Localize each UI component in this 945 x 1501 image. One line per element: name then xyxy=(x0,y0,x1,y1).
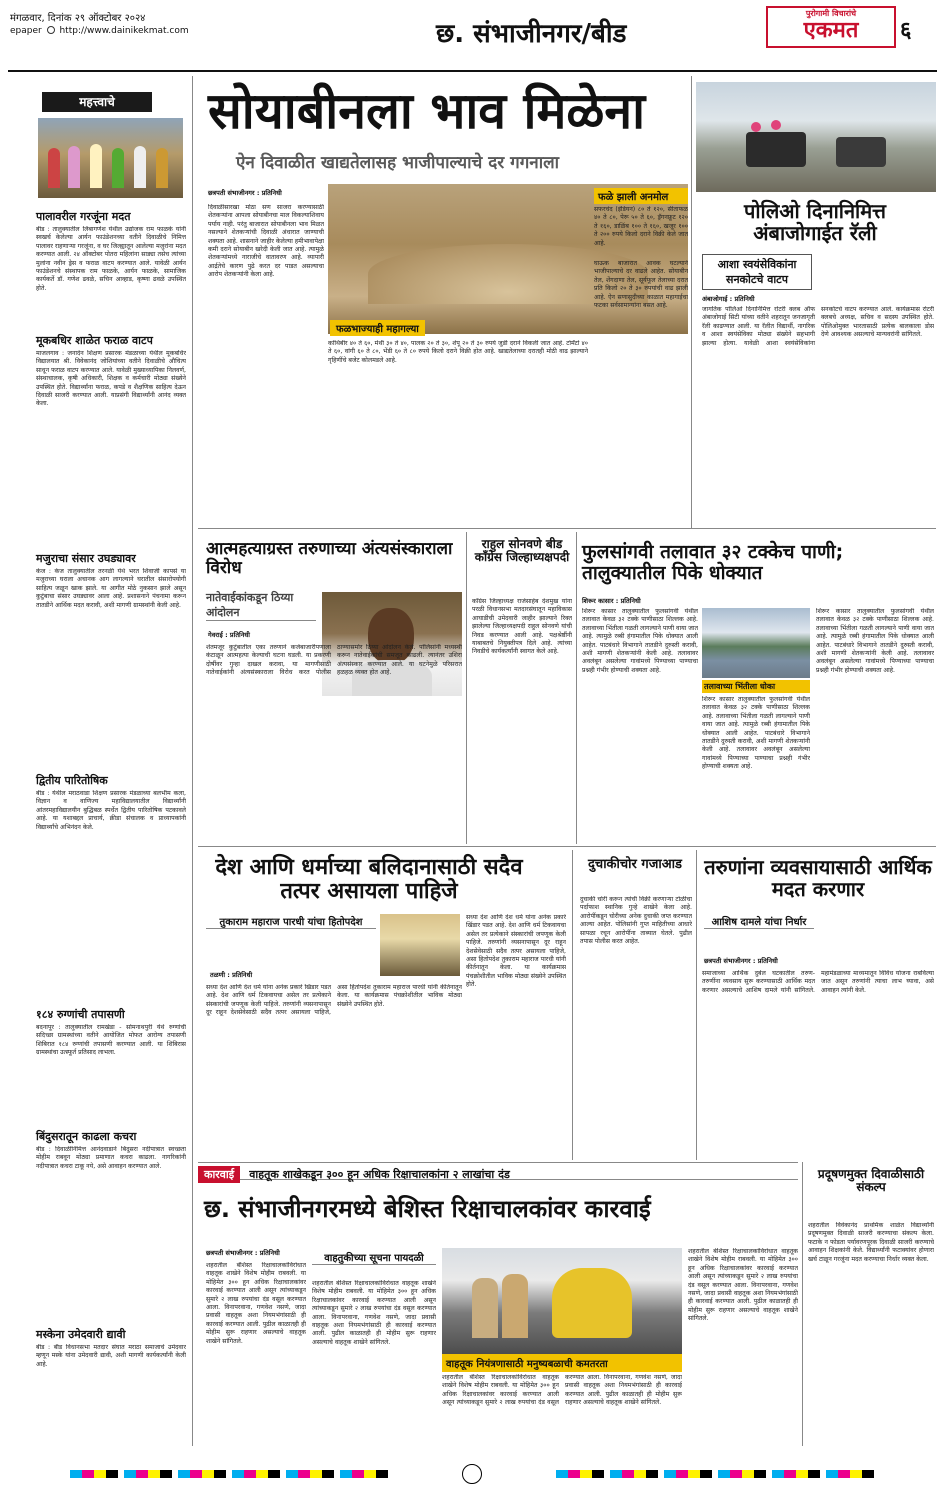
main-body-1: दिवाळीसारखा मोठा सण साजरा करण्यासाठी शेतकऱ्यांना आपला सोयाबीनचा माल विकल्याशिवाय पर्याय नाही. परंतु बाजारात सोयाबीनला भाव मिळत नसल्याने शेतकऱ्यांची दिवाळी अंधारात जाण्याची शक्यता आहे. शासनाने जाहीर केलेल्या हमीभावापेक्षा कमी दराने सोयाबीन खरेदी केली जात आहे. त्यामुळे शेतकऱ्यांमध्ये नाराजीचे वातावरण आहे. व्यापारी आर्द्रतेचे कारण पुढे करत दर पाडत असल्याचा आरोप शेतकऱ्यांनी केला आहे. xyxy=(208,204,324,279)
sidebar-item-2-head: मजुराचा संसार उघड्यावर xyxy=(36,552,136,565)
section-title: छ. संभाजीनगर/बीड xyxy=(436,19,627,49)
sidebar-item-6-body: बीड : बीड विधानसभा मतदार संघात मराठा समाजाचे उमेदवार म्हणून मस्के यांना उमेदवारी द्यावी, अशी मागणी कार्यकर्त्यांनी केली आहे. xyxy=(36,1344,186,1368)
nation-photo xyxy=(380,914,460,976)
action-strip-label: कारवाई xyxy=(198,1166,240,1183)
sidebar-item-1-head: मूकबधिर शाळेत फराळ वाटप xyxy=(36,334,153,347)
main-body-3: घाऊक बाजारात आवक घटल्याने भाजीपाल्याचे दर वाढले आहेत. सोयाबीन तेल, शेंगदाणा तेल, सूर्यफूल तेलाच्या दरात प्रति किलो २० ते ३० रुपयांची वाढ झाली आहे. ऐन सणासुदीच्या काळात महागाईचा फटका सर्वसामान्यांना बसत आहे. xyxy=(594,260,688,310)
diwali-body: शहरातील विवेकानंद प्राथमिक शाळेत विद्यार्थ्यांनी प्रदूषणमुक्त दिवाळी साजरी करण्याचा संकल्प केला. फटाके न फोडता पर्यावरणपूरक दिवाळी साजरी करण्याचे आवाहन शिक्षकांनी केले. विद्यार्थ्यांनी फटाक्यांवर होणारा खर्च टाळून गरजूंना मदत करण्याचा निर्धार व्यक्त केला. xyxy=(808,1222,934,1263)
sidebar-item-5-head: बिंदुसरातून काढला कचरा xyxy=(36,1130,137,1143)
nation-divider xyxy=(572,850,573,1160)
lake-byline: शिरूर कासार : प्रतिनिधी xyxy=(582,597,641,605)
rickshaw-photo xyxy=(442,1248,682,1356)
print-color-bar-left xyxy=(70,1470,390,1478)
main-subhead: ऐन दिवाळीत खाद्यतेलासह भाजीपाल्याचे दर गगनाला xyxy=(236,153,560,173)
sidebar-item-5-body: बीड : दिवाळीनिमित्त आनंदवाडाने बिंदुसरा नदीपात्रात स्वच्छता मोहीम राबवून मोठ्या प्रमाणात कचरा काढला. नागरिकांनी नदीपात्रात कचरा टाकू नये, असे आवाहन करण्यात आले. xyxy=(36,1146,186,1170)
youth-body: समाजाच्या आर्थिक दुर्बल घटकातील तरुण-तरुणींना व्यवसाय सुरू करण्यासाठी आर्थिक मदत करणार असल्याचे आशिष दामले यांनी सांगितले. महामंडळाच्या माध्यमातून विविध योजना राबविल्या जात असून तरुणांनी त्याचा लाभ घ्यावा, असे आवाहन त्यांनी केले. xyxy=(702,970,934,994)
masthead-date: मंगळवार, दिनांक २९ ऑक्टोबर २०२४ xyxy=(10,13,146,24)
fruit-box-title: फळे झाली अनमोल xyxy=(594,188,688,204)
brand-name: एकमत xyxy=(803,18,859,43)
rickshaw-photo-caption: वाहतूक नियंत्रणासाठी मनुष्यबळाची कमतरता xyxy=(442,1354,682,1372)
thief-headline: दुचाकीचोर गजाआड xyxy=(588,857,682,872)
sidebar-divider xyxy=(192,76,193,1446)
sidebar-item-4-body: बदनापूर : तालुक्यातील रामखेडा - सोमनाथपुरी येथे रुग्णांची सदिच्छा ग्रामस्थांच्या वतीने आयोजित मोफत आरोग्य तपासणी शिबिरात १८४ रुग्णांची तपासणी करण्यात आली. या शिबिरास ग्रामस्थांचा उत्स्फूर्त प्रतिसाद लाभला. xyxy=(36,1024,186,1057)
main-photo-caption: फळभाज्याही महागल्या xyxy=(330,320,425,336)
nation-sub: तुकाराम महाराज पारधी यांचा हितोपदेश xyxy=(206,914,376,929)
masthead-rule xyxy=(8,70,937,72)
action-strip xyxy=(198,1162,798,1180)
lake-photo-caption: तलावाच्या भिंतीला धोका xyxy=(702,680,810,693)
nation-headline: देश आणि धर्माच्या बलिदानासाठी सदैव तत्पर असायला पाहिजे xyxy=(215,855,523,905)
sidebar-item-1-body: माजलगाव : जनार्दन शिक्षण प्रसारक मंडळाच्या येथील मूकबधिर विद्यालयात श्री. विवेकानंद जोशियांच्या वतीने दिवाळीचे औचित्य साधून फराळ वाटप करण्यात आले. यावेळी मुख्याध्यापिका निलवर्ण, संस्थाचालक, कृषी अधिकारी, शिक्षक व कर्मचारी मोठ्या संख्येने उपस्थित होते. विद्यार्थ्यांना फराळ, कपडे व शैक्षणिक साहित्य देऊन दिवाळी साजरी करण्यात आली. याप्रसंगी विद्यार्थ्यांनी आनंद व्यक्त केला. xyxy=(36,350,186,408)
rickshaw-body-b: शहरातील बेशिस्त रिक्षाचालकांविरोधात वाहतूक शाखेने विशेष मोहीम राबवली. या मोहिमेत ३०० हून अधिक रिक्षाचालकांवर कारवाई करण्यात आली असून त्यांच्याकडून सुमारे २ लाख रुपयांचा दंड वसूल करण्यात आला. विनापरवाना, गणवेश नसणे, जादा प्रवासी वाहतूक अशा नियमभंगांसाठी ही कारवाई करण्यात आली. पुढील काळातही ही मोहीम सुरू राहणार असल्याचे वाहतूक शाखेने सांगितले. xyxy=(442,1374,682,1407)
sidebar-item-0-body: बीड : तालुक्यातील लिंबागणेश येथील उद्योजक राम फाळके यांनी स्वखर्च केलेल्या आर्यन फाउंडेशनच्या वतीने दिवाळीचे निमित्त पालावर राहणाऱ्या गरजूंना, व घर जिल्ह्यातून आलेल्या मजुरांना मदत करण्यात आली. २४ ऑक्टोबर पोतरा महिलांना साड्या तसेच त्यांच्या मुलांना नवीन ड्रेस व फराळ वाटप करण्यात आले. यावेळी आर्यन फाउंडेशनचे संस्थापक राम फाळके, आर्यन फाळके, सामाजिक कार्यकर्ते डॉ. गणेश ढवळे, सचिन आव्हाड, कृष्णा ढवळे उपस्थित होते. xyxy=(36,226,186,292)
sidebar-photo xyxy=(38,118,183,198)
rickshaw-body-c: शहरातील बेशिस्त रिक्षाचालकांविरोधात वाहतूक शाखेने विशेष मोहीम राबवली. या मोहिमेत ३०० हून अधिक रिक्षाचालकांवर कारवाई करण्यात आली असून त्यांच्याकडून सुमारे २ लाख रुपयांचा दंड वसूल करण्यात आला. विनापरवाना, गणवेश नसणे, जादा प्रवासी वाहतूक अशा नियमभंगांसाठी ही कारवाई करण्यात आली. पुढील काळातही ही मोहीम सुरू राहणार असल्याचे वाहतूक शाखेने सांगितले. xyxy=(688,1248,798,1323)
page-number: ६ xyxy=(900,18,912,43)
lake-photo xyxy=(702,608,810,678)
epaper-label: epaper xyxy=(10,26,42,36)
sidebar-title: महत्त्वाचे xyxy=(42,92,152,112)
rally-body: जागतिक पोलिओ दिनानिमित्त रोटरी क्लब ऑफ अंबाजोगाई सिटी यांच्या वतीने शहरातून जनजागृती रॅली काढण्यात आली. या रॅलीत विद्यार्थी, नागरिक व आशा स्वयंसेविका मोठ्या संख्येने सहभागी झाल्या होत्या. यावेळी आशा स्वयंसेविकांना सनकोटचे वाटप करण्यात आले. कार्यक्रमास रोटरी क्लबचे अध्यक्ष, सचिव व सदस्य उपस्थित होते. पोलिओमुक्त भारतासाठी प्रत्येक बालकाला डोस देणे आवश्यक असल्याचे मान्यवरांनी सांगितले. xyxy=(702,306,934,347)
epaper-url[interactable]: http://www.dainikekmat.com xyxy=(59,26,189,36)
sidebar-item-2-body: केज : केज तालुक्यातील तरनळी येथे भरत शिवाजी कापसे या मजुराच्या घराला अचानक आग लागल्याने घरातील संसारोपयोगी साहित्य जळून खाक झाले. या आगीत मोठे नुकसान झाले असून कुटुंबाचा संसार उघड्यावर आला आहे. प्रशासनाने पंचनामा करून तातडीने आर्थिक मदत करावी, अशी मागणी ग्रामस्थांनी केली आहे. xyxy=(36,568,186,609)
youth-sub: आशिष दामले यांचा निर्धार xyxy=(704,914,814,929)
sidebar-item-3-body: बीड : येथील मराठवाडा शिक्षण प्रसारक मंडळाच्या बलभीम कला, विज्ञान व वाणिज्य महाविद्यालयातील विद्यार्थ्यांनी आंतरमहाविद्यालयीन बुद्धिबळ स्पर्धेत द्वितीय पारितोषिक पटकावले आहे. या यशाबद्दल प्राचार्य, क्रीडा संचालक व प्राध्यापकांनी विद्यार्थ्यांचे अभिनंदन केले. xyxy=(36,790,186,831)
funeral-byline: गेवराई : प्रतिनिधी xyxy=(208,631,250,639)
lead-divider xyxy=(691,76,692,528)
sidebar-item-4-head: १८४ रुग्णांची तपासणी xyxy=(36,1008,125,1021)
diwali-divider xyxy=(802,1162,803,1446)
rickshaw-body-a: शहरातील बेशिस्त रिक्षाचालकांविरोधात वाहतूक शाखेने विशेष मोहीम राबवली. या मोहिमेत ३०० हून अधिक रिक्षाचालकांवर कारवाई करण्यात आली असून त्यांच्याकडून सुमारे २ लाख रुपयांचा दंड वसूल करण्यात आला. विनापरवाना, गणवेश नसणे, जादा प्रवासी वाहतूक अशा नियमभंगांसाठी ही कारवाई करण्यात आली. पुढील काळातही ही मोहीम सुरू राहणार असल्याचे वाहतूक शाखेने सांगितले. xyxy=(206,1262,306,1345)
rickshaw-byline: छत्रपती संभाजीनगर : प्रतिनिधी xyxy=(206,1249,280,1257)
lake-body-a: शिरूर कासार तालुक्यातील फुलसांगवी येथील तलावात केवळ ३२ टक्के पाणीसाठा शिल्लक आहे. तलावाच्या भिंतीला गळती लागल्याने पाणी वाया जात आहे. त्यामुळे रब्बी हंगामातील पिके धोक्यात आली आहेत. पाटबंधारे विभागाने तातडीने दुरुस्ती करावी, अशी मागणी शेतकऱ्यांनी केली आहे. तलावावर अवलंबून असलेल्या गावांमध्ये पिण्याच्या पाण्याचा प्रश्नही गंभीर होण्याची शक्यता आहे. xyxy=(582,608,698,674)
youth-byline: छत्रपती संभाजीनगर : प्रतिनिधी xyxy=(704,957,778,965)
funeral-body: शेतमजूर कुटुंबातील एका तरुणाने कर्जबाजारीपणाला कंटाळून आत्महत्या केल्याची घटना घडली. या प्रकरणी दोषींवर गुन्हा दाखल करावा, या मागणीसाठी नातेवाईकांनी अंत्यसंस्काराला विरोध करत पोलीस ठाण्यासमोर ठिय्या आंदोलन केले. पोलिसांनी मध्यस्थी करून नातेवाईकांची समजूत काढली. त्यानंतर उशिरा अंत्यसंस्कार करण्यात आले. या घटनेमुळे परिसरात हळहळ व्यक्त होत आहे. xyxy=(206,644,462,677)
funeral-headline: आत्महत्याग्रस्त तरुणाच्या अंत्यसंस्काराला विरोध xyxy=(206,539,453,578)
rickshaw-box-body: शहरातील बेशिस्त रिक्षाचालकांविरोधात वाहतूक शाखेने विशेष मोहीम राबवली. या मोहिमेत ३०० हून अधिक रिक्षाचालकांवर कारवाई करण्यात आली असून त्यांच्याकडून सुमारे २ लाख रुपयांचा दंड वसूल करण्यात आला. विनापरवाना, गणवेश नसणे, जादा प्रवासी वाहतूक अशा नियमभंगांसाठी ही कारवाई करण्यात आली. पुढील काळातही ही मोहीम सुरू राहणार असल्याचे वाहतूक शाखेने सांगितले. xyxy=(312,1280,436,1346)
main-body-2: कोथिंबीर ४० ते ६०, मेथी ३० ते ४०, पालक २० ते ३०, शेपू २० ते ३० रुपये जुडी दराने विकली जात आहे. टोमॅटो ४० ते ६०, वांगी ६० ते ८०, भेंडी ६० ते ८० रुपये किलो दराने विक्री होत आहे. खाद्यतेलाच्या दरातही मोठी वाढ झाल्याने गृहिणींचे बजेट कोलमडले आहे. xyxy=(328,340,588,364)
row1-rule xyxy=(198,528,936,529)
rahul-headline: राहुल सोनवणे बीड कॉंग्रेस जिल्हाध्यक्षपदी xyxy=(474,537,570,565)
rahul-body: काँग्रेस जिल्हाध्यक्ष राजेसाहेब देशमुख यांना परळी विधानसभा मतदारसंघातून महाविकास आघाडीची उमेदवारी जाहीर झाल्याने रिक्त झालेल्या जिल्हाध्यक्षपदी राहुल सोनवणे यांची निवड करण्यात आली आहे. पक्षश्रेष्ठींनी याबाबतचे नियुक्तीपत्र दिले आहे. त्यांच्या निवडीचे कार्यकर्त्यांनी स्वागत केले आहे. xyxy=(472,598,572,656)
brand-tagline: पुरोगामी विचारांचे xyxy=(805,9,857,18)
main-byline: छत्रपती संभाजीनगर : प्रतिनिधी xyxy=(208,189,282,197)
brand-logo xyxy=(766,6,896,48)
nation-body-2: सध्या देश आणि देश धर्म यांना अनेक प्रकारे खिंडार पडत आहे. देश आणि धर्म टिकवायचा असेल तर प्रत्येकाने संस्कारांची जपणूक केली पाहिजे. तरुणांनी व्यसनापासून दूर राहून देशसेवेसाठी सदैव तत्पर असायला पाहिजे, असा हितोपदेश तुकाराम महाराज पारधी यांनी कीर्तनातून केला. या कार्यक्रमास पंचक्रोशीतील भाविक मोठ्या संख्येने उपस्थित होते. xyxy=(466,914,566,989)
thief-divider xyxy=(696,850,697,1160)
funeral-sub: नातेवाईकांकडून ठिय्या आंदोलन xyxy=(206,590,316,621)
sidebar-item-3-head: द्वितीय पारितोषिक xyxy=(36,774,108,787)
globe-icon xyxy=(47,26,55,34)
nation-body: सध्या देश आणि देश धर्म यांना अनेक प्रकारे खिंडार पडत आहे. देश आणि धर्म टिकवायचा असेल तर प्रत्येकाने संस्कारांची जपणूक केली पाहिजे. तरुणांनी व्यसनापासून दूर राहून देशसेवेसाठी सदैव तत्पर असायला पाहिजे, असा हितोपदेश तुकाराम महाराज पारधी यांनी कीर्तनातून केला. या कार्यक्रमास पंचक्रोशीतील भाविक मोठ्या संख्येने उपस्थित होते. xyxy=(206,984,462,1017)
registration-mark xyxy=(462,1464,482,1484)
rally-headline: पोलिओ दिनानिमित्त अंबाजोगाईत रॅली xyxy=(743,199,887,245)
rickshaw-box-title: वाहतुकीच्या सूचना पायदळी xyxy=(312,1250,436,1265)
print-color-bar-right xyxy=(556,1470,876,1478)
youth-headline: तरुणांना व्यवसायासाठी आर्थिक मदत करणार xyxy=(704,855,932,901)
lake-body-c: शिरूर कासार तालुक्यातील फुलसांगवी येथील तलावात केवळ ३२ टक्के पाणीसाठा शिल्लक आहे. तलावाच्या भिंतीला गळती लागल्याने पाणी वाया जात आहे. त्यामुळे रब्बी हंगामातील पिके धोक्यात आली आहेत. पाटबंधारे विभागाने तातडीने दुरुस्ती करावी, अशी मागणी शेतकऱ्यांनी केली आहे. तलावावर अवलंबून असलेल्या गावांमध्ये पिण्याच्या पाण्याचा प्रश्नही गंभीर होण्याची शक्यता आहे. xyxy=(816,608,934,674)
lake-body-b: शिरूर कासार तालुक्यातील फुलसांगवी येथील तलावात केवळ ३२ टक्के पाणीसाठा शिल्लक आहे. तलावाच्या भिंतीला गळती लागल्याने पाणी वाया जात आहे. त्यामुळे रब्बी हंगामातील पिके धोक्यात आली आहेत. पाटबंधारे विभागाने तातडीने दुरुस्ती करावी, अशी मागणी शेतकऱ्यांनी केली आहे. तलावावर अवलंबून असलेल्या गावांमध्ये पिण्याच्या पाण्याचा प्रश्नही गंभीर होण्याची शक्यता आहे. xyxy=(702,696,810,771)
action-strip-text: वाहतूक शाखेकडून ३०० हून अधिक रिक्षाचालकांना २ लाखांचा दंड xyxy=(249,1168,510,1181)
rally-sub: आशा स्वयंसेविकांना सनकोटचे वाटप xyxy=(702,254,812,290)
lake-headline: फुलसांगवी तलावात ३२ टक्केच पाणी; तालुक्यातील पिके धोक्यात xyxy=(582,541,844,584)
funeral-divider xyxy=(466,532,467,844)
sidebar-item-6-head: मस्केना उमेदवारी द्यावी xyxy=(36,1328,126,1341)
rahul-divider xyxy=(576,532,577,844)
sidebar-item-0-head: पालावरील गरजूंना मदत xyxy=(36,210,131,223)
thief-body: दुचाकी चोरी करून त्यांची विक्री करणाऱ्या टोळीचा पर्दाफाश स्थानिक गुन्हे शाखेने केला आहे. आरोपींकडून चोरीच्या अनेक दुचाकी जप्त करण्यात आल्या आहेत. पोलिसांनी गुप्त माहितीच्या आधारे सापळा रचून आरोपींना ताब्यात घेतले. पुढील तपास पोलीस करत आहेत. xyxy=(580,896,692,946)
rally-photo xyxy=(696,82,936,192)
rickshaw-headline: छ. संभाजीनगरमध्ये बेशिस्त रिक्षाचालकांवर कारवाई xyxy=(204,1195,651,1223)
main-headline: सोयाबीनला भाव मिळेना xyxy=(208,82,646,140)
epaper-line[interactable] xyxy=(10,26,189,36)
row2-rule xyxy=(198,846,936,847)
nation-byline: तळणी : प्रतिनिधी xyxy=(210,971,253,979)
rally-byline: अंबाजोगाई : प्रतिनिधी xyxy=(702,295,755,303)
fruit-box-text: सफरचंद (इंडियन) ८० ते १२०, सीताफळ ४० ते ८०, पेरू ५० ते ६०, ड्रॅगनफ्रूट १२० ते १६०, डाळिंब १०० ते १६०, खजूर १०० ते २०० रुपये किलो दराने विक्री केले जात आहे. xyxy=(594,206,688,246)
diwali-headline: प्रदूषणमुक्त दिवाळीसाठी संकल्प xyxy=(817,1167,925,1195)
